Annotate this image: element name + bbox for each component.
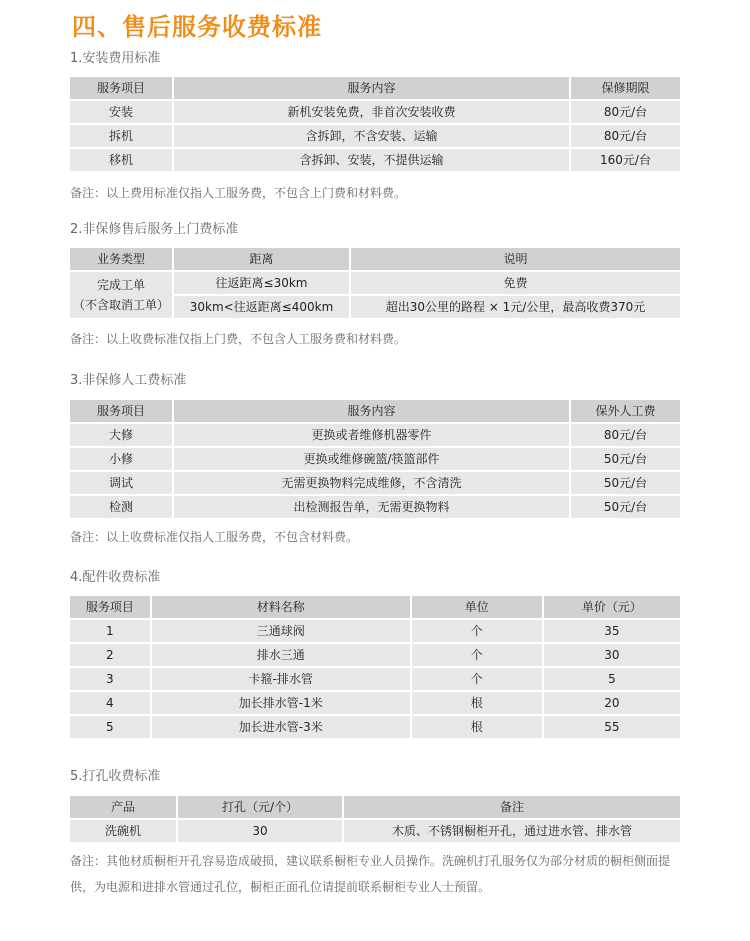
cell: 根 (412, 692, 542, 714)
table-row (70, 496, 680, 518)
header-distance: 距离 (174, 248, 349, 270)
cell: 木质、不锈钢橱柜开孔，通过进水管、排水管 (344, 820, 680, 842)
section-2-title: 2.非保修售后服务上门费标准 (70, 222, 239, 237)
table-row (70, 668, 680, 690)
header-description: 说明 (351, 248, 680, 270)
cell: 加长进水管-3米 (152, 716, 410, 738)
cell: 个 (412, 668, 542, 690)
header-service-item: 服务项目 (70, 400, 172, 422)
section-3-note: 备注：以上收费标准仅指人工服务费，不包含材料费。 (70, 530, 359, 544)
section-5-title: 5.打孔收费标准 (70, 769, 161, 784)
business-type-line1: 完成工单 (96, 278, 145, 292)
cell: 3 (70, 668, 150, 690)
header-labor-fee: 保外人工费 (571, 400, 680, 422)
section-2-note: 备注：以上收费标准仅指上门费，不包含人工服务费和材料费。 (70, 332, 407, 346)
table-row (70, 424, 680, 446)
parts-fee-table (68, 594, 682, 740)
cell: 50元/台 (571, 448, 680, 470)
cell: 大修 (70, 424, 172, 446)
cell: 80元/台 (571, 101, 680, 123)
table-row (70, 472, 680, 494)
cell: 35 (544, 620, 680, 642)
table-row (70, 272, 680, 294)
cell: 更换或者维修机器零件 (174, 424, 569, 446)
cell: 新机安装免费，非首次安装收费 (174, 101, 569, 123)
header-remark: 备注 (344, 796, 680, 818)
cell: 20 (544, 692, 680, 714)
table-row (70, 692, 680, 714)
labor-fee-table (68, 398, 682, 520)
table-header-row (70, 248, 680, 270)
cell: 排水三通 (152, 644, 410, 666)
cell: 调试 (70, 472, 172, 494)
section-5-note: 备注：其他材质橱柜开孔容易造成破损，建议联系橱柜专业人员操作。洗碗机打孔服务仅为部分材质的橱柜侧面提供，为电源和进排水管通过孔位，橱柜正面孔位请提前联系橱柜专业人士预留。 (70, 854, 671, 894)
header-drilling-price: 打孔（元/个） (178, 796, 342, 818)
table-row (70, 101, 680, 123)
cell: 30 (544, 644, 680, 666)
table-row (70, 644, 680, 666)
cell: 根 (412, 716, 542, 738)
cell: 卡箍-排水管 (152, 668, 410, 690)
cell: 4 (70, 692, 150, 714)
cell: 免费 (351, 272, 680, 294)
cell: 5 (70, 716, 150, 738)
table-row (70, 620, 680, 642)
header-business-type: 业务类型 (70, 248, 172, 270)
install-fee-table (68, 75, 682, 173)
cell: 无需更换物料完成维修，不含清洗 (174, 472, 569, 494)
table-row (70, 448, 680, 470)
cell: 安装 (70, 101, 172, 123)
header-material-name: 材料名称 (152, 596, 410, 618)
business-type-cell (70, 272, 172, 318)
table-header-row (70, 796, 680, 818)
table-header-row (70, 400, 680, 422)
cell: 个 (412, 620, 542, 642)
cell: 30km<往返距离≤400km (174, 296, 349, 318)
header-service-item: 服务项目 (70, 77, 172, 99)
table-header-row (70, 596, 680, 618)
cell: 30 (178, 820, 342, 842)
section-3-title: 3.非保修人工费标准 (70, 373, 187, 388)
cell: 更换或维修碗篮/筷篮部件 (174, 448, 569, 470)
cell: 50元/台 (571, 496, 680, 518)
cell: 55 (544, 716, 680, 738)
cell: 加长排水管-1米 (152, 692, 410, 714)
table-row (70, 716, 680, 738)
cell: 2 (70, 644, 150, 666)
table-row (70, 149, 680, 171)
header-product: 产品 (70, 796, 176, 818)
cell: 1 (70, 620, 150, 642)
cell: 50元/台 (571, 472, 680, 494)
cell: 超出30公里的路程 × 1元/公里，最高收费370元 (351, 296, 680, 318)
drilling-fee-table (68, 794, 682, 844)
cell: 80元/台 (571, 125, 680, 147)
header-unit-price: 单价（元） (544, 596, 680, 618)
cell: 移机 (70, 149, 172, 171)
page-title: 四、售后服务收费标准 (72, 13, 322, 41)
cell: 检测 (70, 496, 172, 518)
cell: 洗碗机 (70, 820, 176, 842)
cell: 小修 (70, 448, 172, 470)
cell: 含拆卸，不含安装、运输 (174, 125, 569, 147)
table-header-row (70, 77, 680, 99)
cell: 80元/台 (571, 424, 680, 446)
header-service-item: 服务项目 (70, 596, 150, 618)
header-warranty: 保修期限 (571, 77, 680, 99)
cell: 5 (544, 668, 680, 690)
cell: 三通球阀 (152, 620, 410, 642)
table-row (70, 820, 680, 842)
cell: 拆机 (70, 125, 172, 147)
table-row (70, 125, 680, 147)
section-4-title: 4.配件收费标准 (70, 570, 161, 585)
visit-fee-table (68, 246, 682, 320)
business-type-line2: （不含取消工单） (72, 298, 169, 312)
section-1-note: 备注：以上费用标准仅指人工服务费，不包含上门费和材料费。 (70, 186, 407, 200)
cell: 160元/台 (571, 149, 680, 171)
header-service-content: 服务内容 (174, 77, 569, 99)
section-1-title: 1.安装费用标准 (70, 51, 161, 66)
cell: 个 (412, 644, 542, 666)
cell: 出检测报告单，无需更换物料 (174, 496, 569, 518)
header-unit: 单位 (412, 596, 542, 618)
cell: 往返距离≤30km (174, 272, 349, 294)
cell: 含拆卸、安装，不提供运输 (174, 149, 569, 171)
header-service-content: 服务内容 (174, 400, 569, 422)
